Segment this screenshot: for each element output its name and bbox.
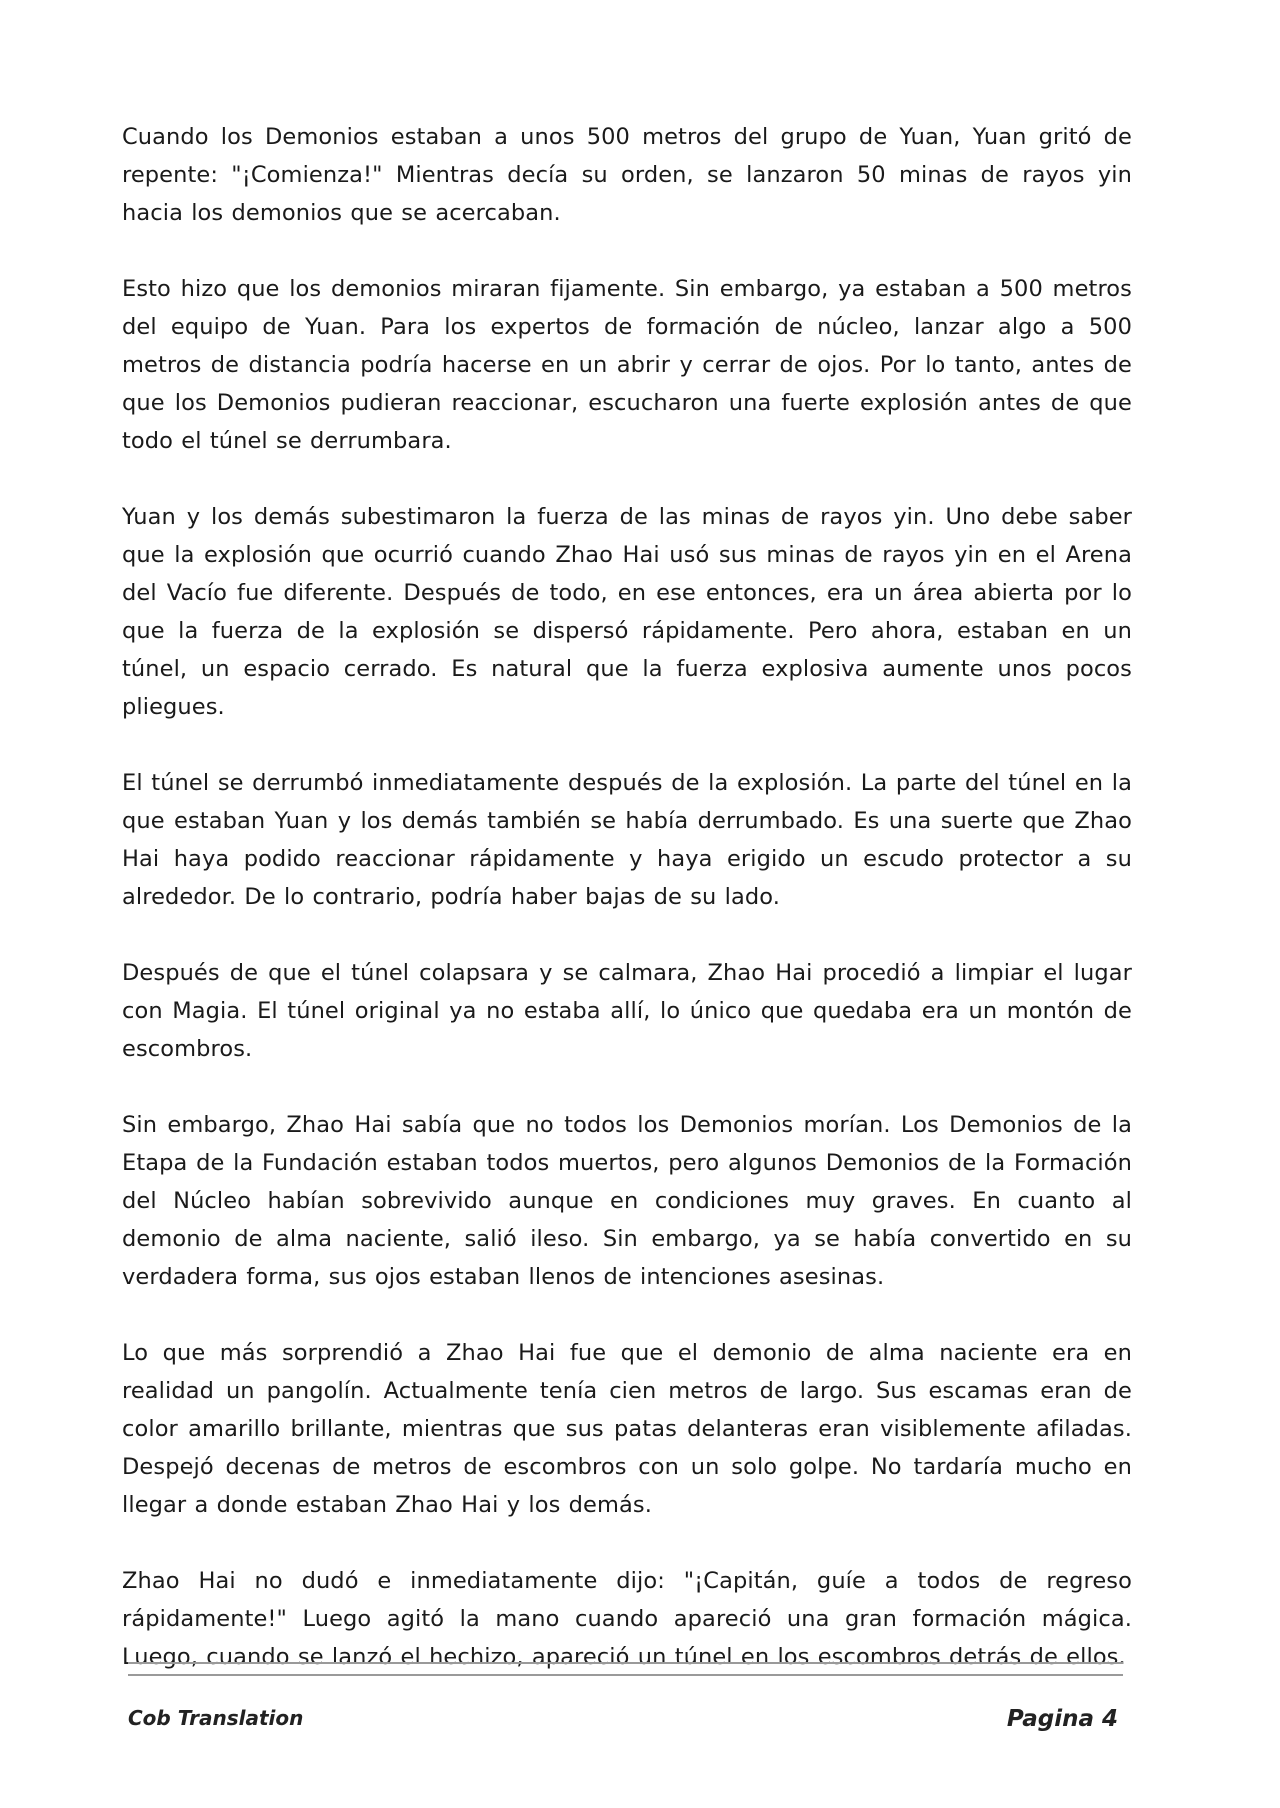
paragraph: Lo que más sorprendió a Zhao Hai fue que el demonio de alma naciente era en realidad un pangolín. Actualmente tenía cien metros de largo. Sus escamas eran de color amarillo brillante, mientras que sus patas delanteras eran visiblemente afiladas. Despejó decenas de metros de escombros con un solo golpe. No tardaría mucho en llegar a donde estaban Zhao Hai y los demás. xyxy=(122,1340,1132,1518)
paragraph: Zhao Hai no dudó e inmediatamente dijo: "¡Capitán, guíe a todos de regreso rápidamente!" Luego agitó la mano cuando apareció una gran formación mágica. Luego, cuando se lanzó el hechizo, apareció un túnel en los escombros detrás de ellos. xyxy=(122,1568,1132,1670)
paragraph: El túnel se derrumbó inmediatamente después de la explosión. La parte del túnel en la que estaban Yuan y los demás también se había derrumbado. Es una suerte que Zhao Hai haya podido reaccionar rápidamente y haya erigido un escudo protector a su alrededor. De lo contrario, podría haber bajas de su lado. xyxy=(122,770,1132,910)
footer-divider xyxy=(128,1674,1123,1676)
paragraph: Esto hizo que los demonios miraran fijamente. Sin embargo, ya estaban a 500 metros del equipo de Yuan. Para los expertos de formación de núcleo, lanzar algo a 500 metros de distancia podría hacerse en un abrir y cerrar de ojos. Por lo tanto, antes de que los Demonios pudieran reaccionar, escucharon una fuerte explosión antes de que todo el túnel se derrumbara. xyxy=(122,276,1132,454)
footer-divider xyxy=(128,1662,1123,1664)
paragraph: Cuando los Demonios estaban a unos 500 metros del grupo de Yuan, Yuan gritó de repente: "¡Comienza!" Mientras decía su orden, se lanzaron 50 minas de rayos yin hacia los demonios que se acercaban. xyxy=(122,124,1132,226)
body-text xyxy=(122,118,1132,1714)
paragraph: Después de que el túnel colapsara y se calmara, Zhao Hai procedió a limpiar el lugar con Magia. El túnel original ya no estaba allí, lo único que quedaba era un montón de escombros. xyxy=(122,960,1132,1062)
page-number: Pagina 4 xyxy=(1006,1706,1118,1732)
paragraph: Sin embargo, Zhao Hai sabía que no todos los Demonios morían. Los Demonios de la Etapa de la Fundación estaban todos muertos, pero algunos Demonios de la Formación del Núcleo habían sobrevivido aunque en condiciones muy graves. En cuanto al demonio de alma naciente, salió ileso. Sin embargo, ya se había convertido en su verdadera forma, sus ojos estaban llenos de intenciones asesinas. xyxy=(122,1112,1132,1290)
footer-credit: Cob Translation xyxy=(128,1706,304,1730)
paragraph: Yuan y los demás subestimaron la fuerza de las minas de rayos yin. Uno debe saber que la explosión que ocurrió cuando Zhao Hai usó sus minas de rayos yin en el Arena del Vacío fue diferente. Después de todo, en ese entonces, era un área abierta por lo que la fuerza de la explosión se dispersó rápidamente. Pero ahora, estaban en un túnel, un espacio cerrado. Es natural que la fuerza explosiva aumente unos pocos pliegues. xyxy=(122,504,1132,720)
